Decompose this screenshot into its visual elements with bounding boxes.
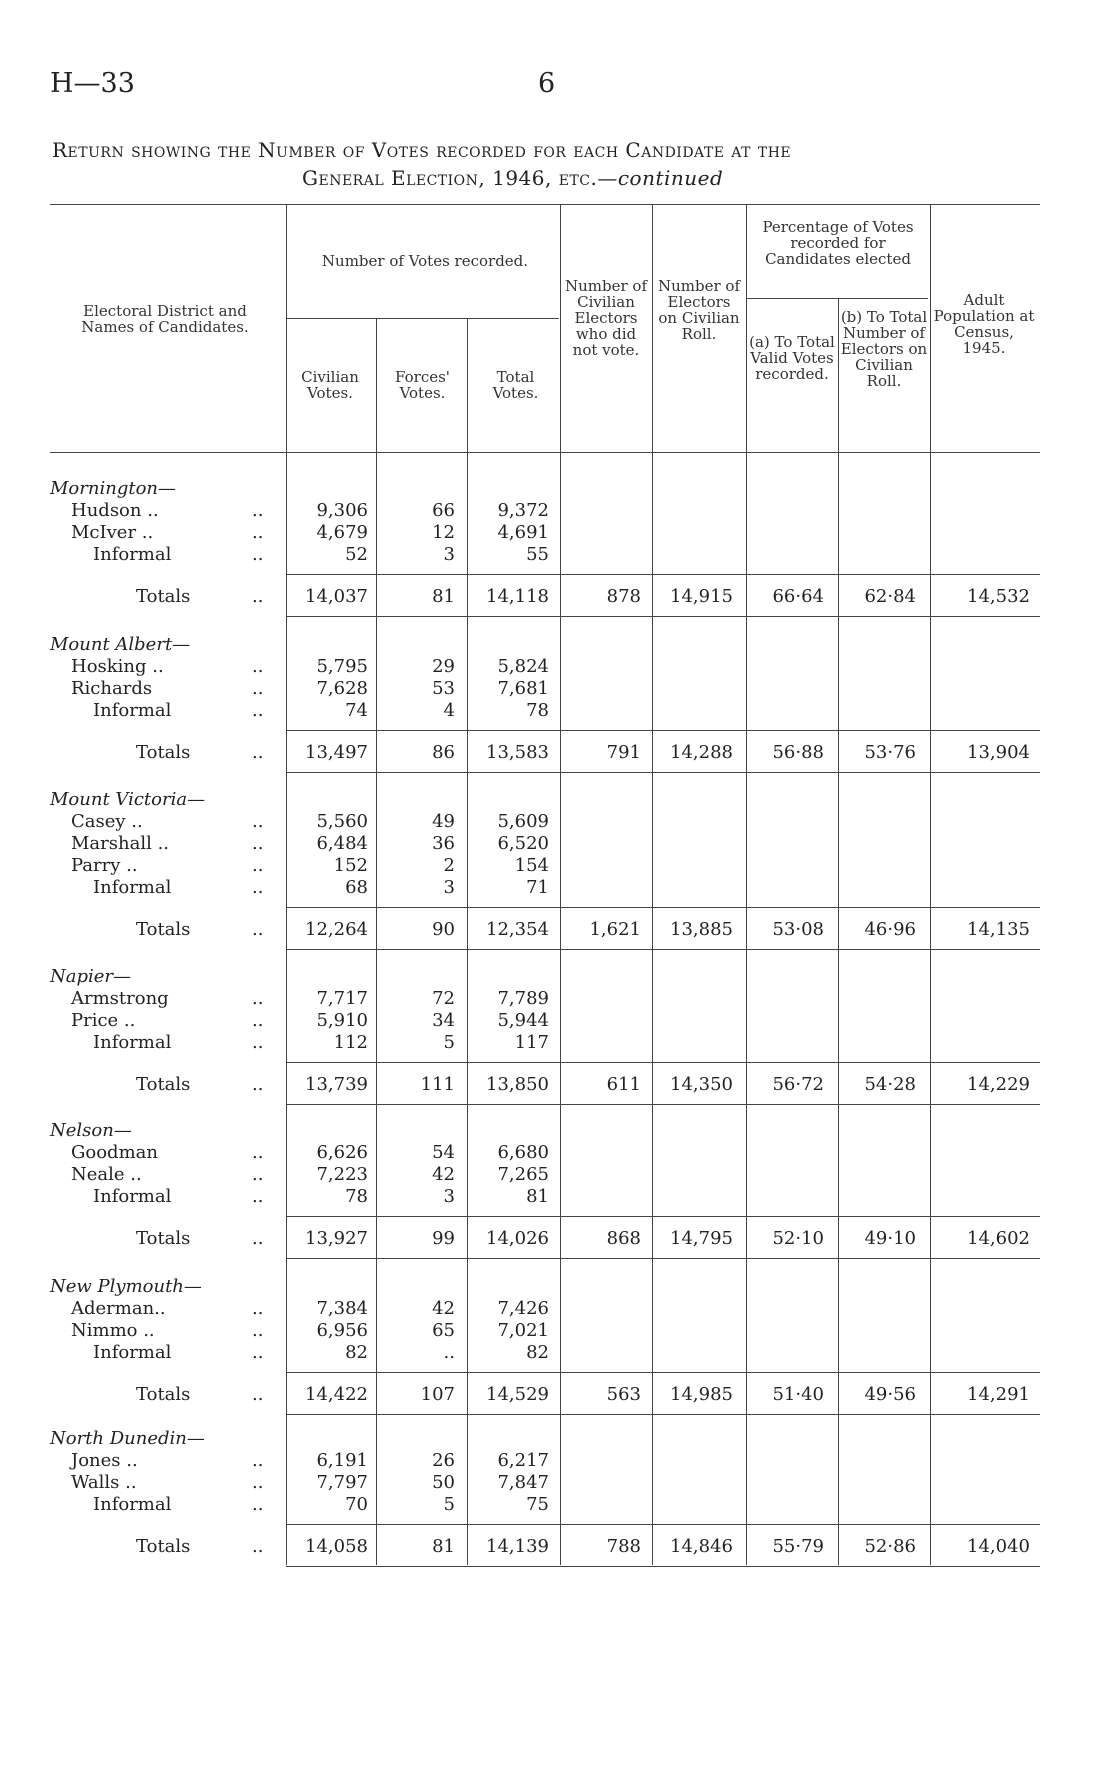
leader-dots: ..: [252, 1010, 264, 1031]
leader-dots: ..: [252, 586, 264, 607]
totals-total: 14,139: [486, 1536, 549, 1557]
district-name: Napier—: [50, 966, 132, 987]
civilian-votes: 7,384: [316, 1298, 368, 1319]
forces-votes: 42: [432, 1164, 455, 1185]
title-continued: continued: [617, 166, 724, 190]
candidate-name: Richards: [71, 678, 153, 699]
totals-pct-a: 52·10: [772, 1228, 824, 1249]
totals-label: Totals: [136, 1074, 191, 1095]
totals-total: 14,118: [486, 586, 549, 607]
total-votes: 81: [526, 1186, 549, 1207]
totals-label: Totals: [136, 1228, 191, 1249]
totals-pct-a: 53·08: [772, 919, 824, 940]
totals-not-voted: 788: [606, 1536, 641, 1557]
page-reference: H—33: [50, 68, 135, 99]
column-rule: [930, 204, 931, 1565]
totals-top-rule: [286, 574, 1040, 575]
total-votes: 4,691: [497, 522, 549, 543]
leader-dots: ..: [252, 811, 264, 832]
totals-electors: 14,985: [670, 1384, 733, 1405]
forces-votes: 42: [432, 1298, 455, 1319]
forces-votes: 2: [443, 855, 455, 876]
votes-group-rule: [287, 318, 559, 319]
title-line-1: Return showing the Number of Votes recorded for each Candidate at the: [52, 138, 792, 162]
totals-adult-pop: 14,135: [967, 919, 1030, 940]
total-votes: 5,609: [497, 811, 549, 832]
candidate-name: Marshall ..: [71, 833, 170, 854]
totals-bottom-rule: [286, 1414, 1040, 1415]
total-votes: 82: [526, 1342, 549, 1363]
candidate-name: Walls ..: [71, 1472, 137, 1493]
leader-dots: ..: [252, 1298, 264, 1319]
header-votes-group: Number of Votes recorded.: [321, 252, 529, 270]
forces-votes: 49: [432, 811, 455, 832]
page-title: [52, 136, 1042, 192]
total-votes: 55: [526, 544, 549, 565]
totals-not-voted: 1,621: [589, 919, 641, 940]
candidate-name: Hosking ..: [71, 656, 164, 677]
totals-bottom-rule: [286, 1566, 1040, 1567]
district-name: Nelson—: [50, 1120, 132, 1141]
civilian-votes: 4,679: [316, 522, 368, 543]
civilian-votes: 152: [333, 855, 368, 876]
civilian-votes: 78: [345, 1186, 368, 1207]
totals-total: 12,354: [486, 919, 549, 940]
totals-top-rule: [286, 730, 1040, 731]
totals-electors: 14,350: [670, 1074, 733, 1095]
totals-label: Totals: [136, 1384, 191, 1405]
header-pct-group: Percentage of Votes recorded for Candidates elected: [762, 218, 914, 268]
totals-not-voted: 868: [606, 1228, 641, 1249]
leader-dots: ..: [252, 1142, 264, 1163]
totals-forces: 107: [420, 1384, 455, 1405]
totals-forces: 99: [432, 1228, 455, 1249]
totals-forces: 86: [432, 742, 455, 763]
forces-votes: 3: [443, 1186, 455, 1207]
candidate-name: Jones ..: [71, 1450, 138, 1471]
forces-votes: 66: [432, 500, 455, 521]
totals-civilian: 14,422: [305, 1384, 368, 1405]
totals-electors: 14,915: [670, 586, 733, 607]
totals-forces: 81: [432, 1536, 455, 1557]
candidate-name: Informal: [93, 1186, 172, 1207]
column-rule: [560, 204, 561, 1565]
district-name: Mount Victoria—: [50, 789, 206, 810]
candidate-name: Parry ..: [71, 855, 138, 876]
leader-dots: ..: [252, 544, 264, 565]
totals-total: 13,583: [486, 742, 549, 763]
totals-pct-b: 53·76: [864, 742, 916, 763]
leader-dots: ..: [252, 877, 264, 898]
column-rule: [652, 204, 653, 1565]
column-rule: [746, 204, 747, 1565]
totals-not-voted: 791: [606, 742, 641, 763]
candidate-name: Casey ..: [71, 811, 143, 832]
table-top-rule: [50, 204, 1040, 205]
totals-total: 14,529: [486, 1384, 549, 1405]
totals-bottom-rule: [286, 616, 1040, 617]
totals-electors: 14,795: [670, 1228, 733, 1249]
totals-label: Totals: [136, 1536, 191, 1557]
totals-civilian: 13,739: [305, 1074, 368, 1095]
forces-votes: ..: [443, 1342, 455, 1363]
forces-votes: 5: [443, 1494, 455, 1515]
forces-votes: 29: [432, 656, 455, 677]
leader-dots: ..: [252, 1074, 264, 1095]
forces-votes: 65: [432, 1320, 455, 1341]
total-votes: 6,217: [497, 1450, 549, 1471]
leader-dots: ..: [252, 1494, 264, 1515]
district-name: Mornington—: [50, 478, 176, 499]
leader-dots: ..: [252, 1536, 264, 1557]
leader-dots: ..: [252, 742, 264, 763]
civilian-votes: 9,306: [316, 500, 368, 521]
totals-civilian: 14,058: [305, 1536, 368, 1557]
leader-dots: ..: [252, 678, 264, 699]
page-number: 6: [538, 68, 556, 99]
total-votes: 7,681: [497, 678, 549, 699]
totals-pct-b: 49·10: [864, 1228, 916, 1249]
candidate-name: Informal: [93, 1342, 172, 1363]
totals-adult-pop: 14,532: [967, 586, 1030, 607]
civilian-votes: 7,628: [316, 678, 368, 699]
civilian-votes: 7,717: [316, 988, 368, 1009]
candidate-name: Nimmo ..: [71, 1320, 155, 1341]
civilian-votes: 112: [333, 1032, 368, 1053]
total-votes: 5,824: [497, 656, 549, 677]
candidate-name: Price ..: [71, 1010, 136, 1031]
total-votes: 6,520: [497, 833, 549, 854]
total-votes: 5,944: [497, 1010, 549, 1031]
total-votes: 7,847: [497, 1472, 549, 1493]
totals-pct-a: 56·88: [772, 742, 824, 763]
header-forces: Forces' Votes.: [395, 368, 450, 402]
total-votes: 6,680: [497, 1142, 549, 1163]
civilian-votes: 6,484: [316, 833, 368, 854]
totals-pct-b: 62·84: [864, 586, 916, 607]
title-line-2-text: General Election, 1946, etc.—: [302, 166, 618, 190]
candidate-name: Informal: [93, 877, 172, 898]
header-not-voted: Number of Civilian Electors who did not vote.: [564, 277, 647, 359]
header-total: Total Votes.: [492, 368, 539, 402]
leader-dots: ..: [252, 1342, 264, 1363]
total-votes: 9,372: [497, 500, 549, 521]
totals-electors: 13,885: [670, 919, 733, 940]
totals-top-rule: [286, 1524, 1040, 1525]
total-votes: 154: [514, 855, 549, 876]
totals-pct-b: 49·56: [864, 1384, 916, 1405]
district-name: Mount Albert—: [50, 634, 191, 655]
candidate-name: McIver ..: [71, 522, 154, 543]
totals-label: Totals: [136, 919, 191, 940]
leader-dots: ..: [252, 1186, 264, 1207]
totals-label: Totals: [136, 742, 191, 763]
leader-dots: ..: [252, 988, 264, 1009]
totals-not-voted: 563: [606, 1384, 641, 1405]
candidate-name: Neale ..: [71, 1164, 142, 1185]
total-votes: 75: [526, 1494, 549, 1515]
civilian-votes: 7,797: [316, 1472, 368, 1493]
total-votes: 71: [526, 877, 549, 898]
totals-bottom-rule: [286, 772, 1040, 773]
leader-dots: ..: [252, 919, 264, 940]
header-adult-pop: Adult Population at Census, 1945.: [933, 291, 1035, 357]
total-votes: 7,265: [497, 1164, 549, 1185]
civilian-votes: 74: [345, 700, 368, 721]
totals-label: Totals: [136, 586, 191, 607]
forces-votes: 72: [432, 988, 455, 1009]
totals-top-rule: [286, 1062, 1040, 1063]
leader-dots: ..: [252, 500, 264, 521]
totals-pct-a: 51·40: [772, 1384, 824, 1405]
leader-dots: ..: [252, 700, 264, 721]
forces-votes: 4: [443, 700, 455, 721]
total-votes: 7,426: [497, 1298, 549, 1319]
civilian-votes: 6,956: [316, 1320, 368, 1341]
leader-dots: ..: [252, 1032, 264, 1053]
pct-group-rule: [746, 298, 928, 299]
totals-civilian: 13,927: [305, 1228, 368, 1249]
candidate-name: Aderman..: [71, 1298, 166, 1319]
totals-forces: 81: [432, 586, 455, 607]
leader-dots: ..: [252, 1320, 264, 1341]
totals-civilian: 14,037: [305, 586, 368, 607]
totals-forces: 90: [432, 919, 455, 940]
leader-dots: ..: [252, 1228, 264, 1249]
candidate-name: Goodman: [71, 1142, 158, 1163]
header-civilian: Civilian Votes.: [301, 368, 359, 402]
forces-votes: 54: [432, 1142, 455, 1163]
total-votes: 7,021: [497, 1320, 549, 1341]
forces-votes: 5: [443, 1032, 455, 1053]
forces-votes: 3: [443, 544, 455, 565]
totals-electors: 14,846: [670, 1536, 733, 1557]
totals-pct-b: 52·86: [864, 1536, 916, 1557]
totals-top-rule: [286, 1372, 1040, 1373]
civilian-votes: 70: [345, 1494, 368, 1515]
candidate-name: Armstrong: [71, 988, 169, 1009]
leader-dots: ..: [252, 1450, 264, 1471]
totals-civilian: 13,497: [305, 742, 368, 763]
totals-top-rule: [286, 907, 1040, 908]
leader-dots: ..: [252, 522, 264, 543]
candidate-name: Informal: [93, 1494, 172, 1515]
totals-adult-pop: 14,229: [967, 1074, 1030, 1095]
forces-votes: 3: [443, 877, 455, 898]
civilian-votes: 52: [345, 544, 368, 565]
total-votes: 78: [526, 700, 549, 721]
forces-votes: 36: [432, 833, 455, 854]
civilian-votes: 68: [345, 877, 368, 898]
header-pct-b: (b) To Total Number of Electors on Civilian Roll.: [840, 308, 928, 390]
totals-adult-pop: 14,291: [967, 1384, 1030, 1405]
leader-dots: ..: [252, 855, 264, 876]
leader-dots: ..: [252, 1164, 264, 1185]
civilian-votes: 6,191: [316, 1450, 368, 1471]
totals-bottom-rule: [286, 1258, 1040, 1259]
civilian-votes: 5,910: [316, 1010, 368, 1031]
total-votes: 7,789: [497, 988, 549, 1009]
header-bottom-rule: [50, 452, 1040, 453]
civilian-votes: 5,795: [316, 656, 368, 677]
totals-top-rule: [286, 1216, 1040, 1217]
totals-total: 13,850: [486, 1074, 549, 1095]
leader-dots: ..: [252, 656, 264, 677]
district-name: New Plymouth—: [50, 1276, 202, 1297]
candidate-name: Informal: [93, 1032, 172, 1053]
forces-votes: 34: [432, 1010, 455, 1031]
total-votes: 117: [514, 1032, 549, 1053]
totals-not-voted: 611: [606, 1074, 641, 1095]
totals-pct-b: 54·28: [864, 1074, 916, 1095]
totals-bottom-rule: [286, 949, 1040, 950]
totals-adult-pop: 14,602: [967, 1228, 1030, 1249]
forces-votes: 12: [432, 522, 455, 543]
civilian-votes: 82: [345, 1342, 368, 1363]
candidate-name: Informal: [93, 544, 172, 565]
totals-not-voted: 878: [606, 586, 641, 607]
totals-pct-a: 55·79: [772, 1536, 824, 1557]
forces-votes: 50: [432, 1472, 455, 1493]
totals-electors: 14,288: [670, 742, 733, 763]
forces-votes: 26: [432, 1450, 455, 1471]
totals-bottom-rule: [286, 1104, 1040, 1105]
header-electors: Number of Electors on Civilian Roll.: [657, 277, 740, 343]
totals-pct-a: 66·64: [772, 586, 824, 607]
totals-adult-pop: 13,904: [967, 742, 1030, 763]
totals-adult-pop: 14,040: [967, 1536, 1030, 1557]
leader-dots: ..: [252, 833, 264, 854]
leader-dots: ..: [252, 1472, 264, 1493]
title-line-2: [52, 164, 1042, 192]
totals-total: 14,026: [486, 1228, 549, 1249]
totals-forces: 111: [420, 1074, 455, 1095]
header-pct-a: (a) To Total Valid Votes recorded.: [749, 333, 835, 383]
district-name: North Dunedin—: [50, 1428, 205, 1449]
totals-pct-a: 56·72: [772, 1074, 824, 1095]
header-district: Electoral District and Names of Candidates.: [81, 302, 249, 336]
totals-pct-b: 46·96: [864, 919, 916, 940]
totals-civilian: 12,264: [305, 919, 368, 940]
leader-dots: ..: [252, 1384, 264, 1405]
civilian-votes: 7,223: [316, 1164, 368, 1185]
civilian-votes: 5,560: [316, 811, 368, 832]
candidate-name: Hudson ..: [71, 500, 159, 521]
civilian-votes: 6,626: [316, 1142, 368, 1163]
candidate-name: Informal: [93, 700, 172, 721]
forces-votes: 53: [432, 678, 455, 699]
